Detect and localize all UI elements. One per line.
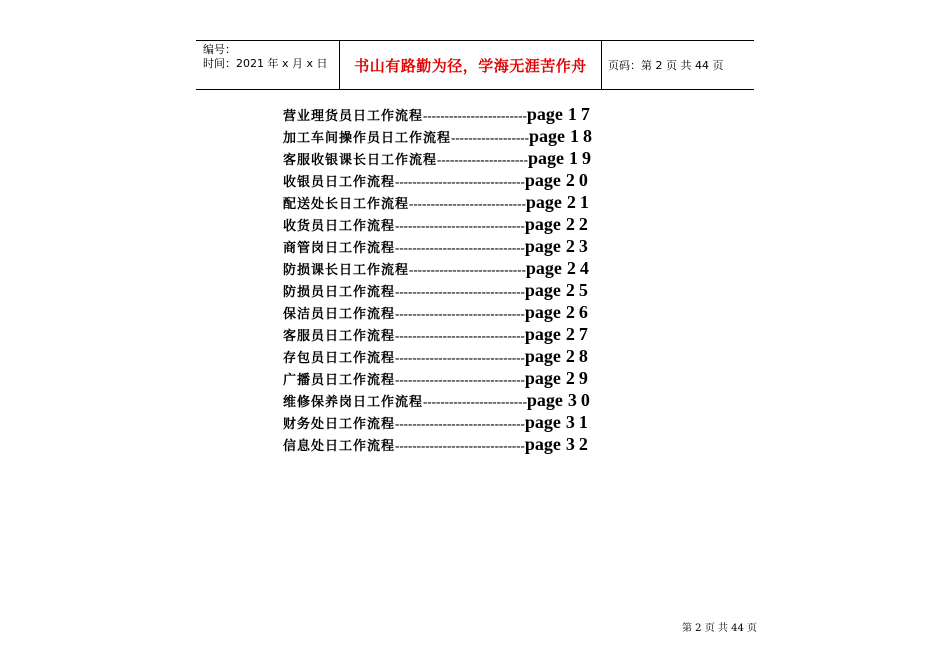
toc-entry-page-word: page (526, 104, 563, 124)
toc-entry-leader: ------------------ (451, 130, 529, 145)
time-label: 时间：2021 年 x 月 x 日 (203, 57, 328, 70)
toc-entry-page-word: page (524, 236, 561, 256)
toc-entry-title: 加工车间操作员日工作流程 (283, 131, 452, 146)
toc-entry-title: 保洁员日工作流程 (283, 307, 396, 322)
page-info-text: 页码：第 2 页 共 44 页 (608, 59, 724, 72)
toc-entry[interactable] (283, 346, 683, 368)
toc-entry-page-number: 27 (565, 324, 592, 344)
toc-entry-leader: ------------------------------ (395, 438, 525, 453)
toc-entry-page-word: page (524, 368, 561, 388)
toc-entry-page-word: page (526, 390, 563, 410)
toc-entry-page-word: page (524, 302, 561, 322)
page-footer (682, 619, 757, 634)
toc-entry[interactable] (283, 236, 683, 258)
toc-entry-title: 防损员日工作流程 (283, 285, 396, 300)
toc-entry-page-word: page (524, 280, 561, 300)
toc-entry-title: 客服收银课长日工作流程 (283, 153, 438, 168)
toc-entry-title: 商管岗日工作流程 (283, 241, 396, 256)
toc-entry-page-number: 32 (565, 434, 592, 454)
number-label: 编号： (203, 43, 236, 56)
toc-entry-leader: --------------------- (437, 152, 528, 167)
footer-page-number: 第 2 页 共 44 页 (682, 623, 757, 634)
toc-entry[interactable] (283, 324, 683, 346)
toc-entry-page-number: 25 (565, 280, 592, 300)
toc-entry-page-word: page (527, 148, 564, 168)
toc-entry-page-word: page (524, 324, 561, 344)
toc-entry-title: 客服员日工作流程 (283, 329, 396, 344)
toc-entry-title: 财务处日工作流程 (283, 417, 396, 432)
table-of-contents (283, 104, 683, 456)
toc-entry-page-number: 31 (565, 412, 592, 432)
toc-entry-page-number: 26 (565, 302, 592, 322)
toc-entry-leader: ------------------------ (423, 394, 527, 409)
toc-entry[interactable] (283, 104, 683, 126)
toc-entry[interactable] (283, 368, 683, 390)
toc-entry-page-number: 17 (567, 104, 594, 124)
toc-entry-page-number: 28 (565, 346, 592, 366)
motto-text: 书山有路勤为径，学海无涯苦作舟 (354, 56, 587, 75)
toc-entry[interactable] (283, 412, 683, 434)
toc-entry-page-number: 20 (565, 170, 592, 190)
toc-entry-title: 防损课长日工作流程 (283, 263, 410, 278)
toc-entry[interactable] (283, 302, 683, 324)
toc-entry-leader: ------------------------------ (395, 174, 525, 189)
toc-entry-leader: ------------------------------ (395, 416, 525, 431)
toc-entry-title: 配送处长日工作流程 (283, 197, 410, 212)
toc-entry-leader: ------------------------------ (395, 240, 525, 255)
toc-entry-leader: ------------------------------ (395, 372, 525, 387)
toc-entry-page-word: page (524, 346, 561, 366)
toc-entry-page-number: 18 (569, 126, 596, 146)
toc-entry[interactable] (283, 170, 683, 192)
toc-entry-page-word: page (524, 170, 561, 190)
toc-entry-page-word: page (525, 258, 562, 278)
header-motto-cell (339, 41, 602, 89)
header-page-info (602, 41, 754, 89)
toc-entry-leader: ------------------------ (423, 108, 527, 123)
toc-entry-page-number: 21 (566, 192, 593, 212)
toc-entry-title: 维修保养岗日工作流程 (283, 395, 424, 410)
toc-entry-leader: ------------------------------ (395, 284, 525, 299)
toc-entry-title: 收货员日工作流程 (283, 219, 396, 234)
toc-entry-page-number: 30 (567, 390, 594, 410)
toc-entry[interactable] (283, 192, 683, 214)
toc-entry-page-number: 22 (565, 214, 592, 234)
toc-entry-leader: ------------------------------ (395, 218, 525, 233)
toc-entry-title: 收银员日工作流程 (283, 175, 396, 190)
toc-entry-page-number: 19 (568, 148, 595, 168)
toc-entry-page-word: page (524, 434, 561, 454)
toc-entry-page-word: page (524, 412, 561, 432)
toc-entry-leader: --------------------------- (409, 262, 526, 277)
toc-entry-title: 广播员日工作流程 (283, 373, 396, 388)
toc-entry-title: 营业理货员日工作流程 (283, 109, 424, 124)
header-meta (196, 41, 339, 89)
toc-entry-page-number: 24 (566, 258, 593, 278)
toc-entry[interactable] (283, 434, 683, 456)
toc-entry-page-number: 23 (565, 236, 592, 256)
toc-entry-page-number: 29 (565, 368, 592, 388)
toc-entry[interactable] (283, 148, 683, 170)
toc-entry-page-word: page (525, 192, 562, 212)
toc-entry[interactable] (283, 280, 683, 302)
toc-entry-title: 信息处日工作流程 (283, 439, 396, 454)
toc-entry[interactable] (283, 214, 683, 236)
toc-entry[interactable] (283, 258, 683, 280)
toc-entry-leader: ------------------------------ (395, 306, 525, 321)
toc-entry[interactable] (283, 126, 683, 148)
toc-entry-leader: ------------------------------ (395, 350, 525, 365)
toc-entry[interactable] (283, 390, 683, 412)
toc-entry-leader: ------------------------------ (395, 328, 525, 343)
toc-entry-page-word: page (524, 214, 561, 234)
toc-entry-leader: --------------------------- (409, 196, 526, 211)
toc-entry-page-word: page (528, 126, 565, 146)
toc-entry-title: 存包员日工作流程 (283, 351, 396, 366)
page-header (196, 40, 754, 90)
